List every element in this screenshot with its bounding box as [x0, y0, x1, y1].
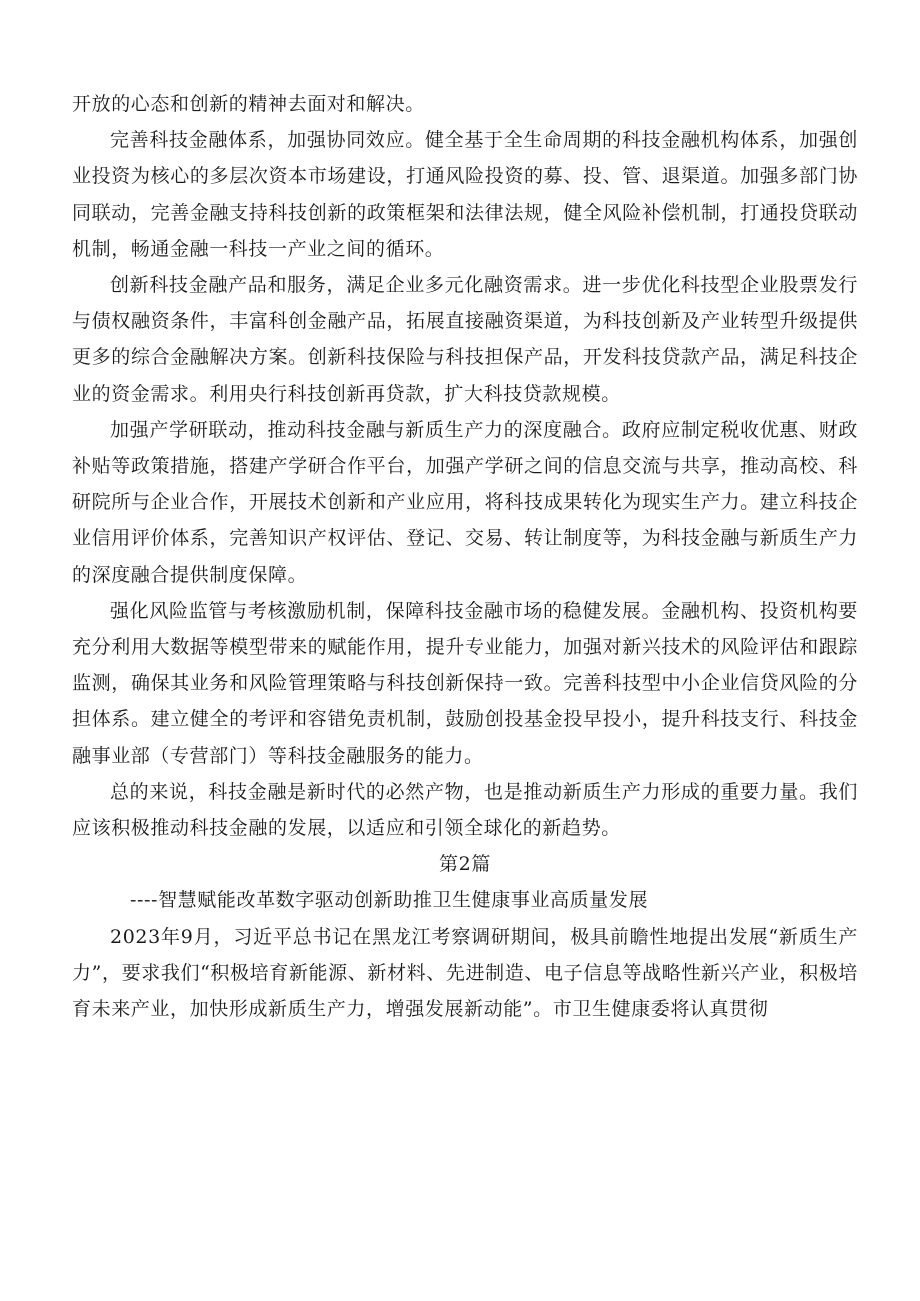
paragraph-risk-supervision: 强化风险监管与考核激励机制，保障科技金融市场的稳健发展。金融机构、投资机构要充分利用大数据等模型带来的赋能作用，提升专业能力，加强对新兴技术的风险评估和跟踪监测，确保其业务和风险管理策略与科技创新保持一致。完善科技型中小企业信贷风险的分担体系。建立健全的考评和容错免责机制，鼓励创投基金投早投小，提升科技支行、科技金融事业部（专营部门）等科技金融服务的能力。	[72, 599, 858, 767]
paragraph-fintech-products: 创新科技金融产品和服务，满足企业多元化融资需求。进一步优化科技型企业股票发行与债权融资条件，丰富科创金融产品，拓展直接融资渠道，为科技创新及产业转型升级提供更多的综合金融解决方案。创新科技保险与科技担保产品，开发科技贷款产品，满足科技企业的资金需求。利用央行科技创新再贷款，扩大科技贷款规模。	[72, 274, 858, 405]
paragraph-industry-research: 加强产学研联动，推动科技金融与新质生产力的深度融合。政府应制定税收优惠、财政补贴等政策措施，搭建产学研合作平台，加强产学研之间的信息交流与共享，推动高校、科研院所与企业合作，开展技术创新和产业应用，将科技成果转化为现实生产力。建立科技企业信用评价体系，完善知识产权评估、登记、交易、转让制度等，为科技金融与新质生产力的深度融合提供制度保障。	[72, 418, 858, 586]
paragraph-intro-2023: 2023年9月，习近平总书记在黑龙江考察调研期间，极具前瞻性地提出发展“新质生产力”，要求我们“积极培育新能源、新材料、先进制造、电子信息等战略性新兴产业，积极培育未来产业，加快形成新质生产力，增强发展新动能”。市卫生健康委将认真贯彻	[72, 925, 858, 1021]
document-page	[72, 86, 858, 1027]
paragraph-fintech-system: 完善科技金融体系，加强协同效应。健全基于全生命周期的科技金融机构体系，加强创业投资为核心的多层次资本市场建设，打通风险投资的募、投、管、退渠道。加强多部门协同联动，完善金融支持科技创新的政策框架和法律法规，健全风险补偿机制，打通投贷联动机制，畅通金融一科技一产业之间的循环。	[72, 129, 858, 260]
paragraph-continuation: 开放的心态和创新的精神去面对和解决。	[72, 93, 425, 115]
section-title: 第2篇	[439, 853, 491, 876]
section-subtitle: ----智慧赋能改革数字驱动创新助推卫生健康事业高质量发展	[130, 889, 649, 912]
paragraph-conclusion: 总的来说，科技金融是新时代的必然产物，也是推动新质生产力形成的重要力量。我们应该积极推动科技金融的发展，以适应和引领全球化的新趋势。	[72, 780, 858, 840]
